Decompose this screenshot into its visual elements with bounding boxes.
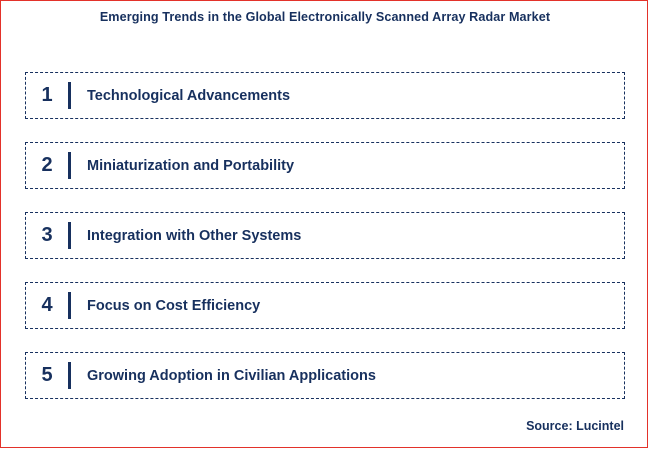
list-item xyxy=(25,352,625,399)
trend-label: Growing Adoption in Civilian Applications xyxy=(87,367,376,384)
list-item xyxy=(25,72,625,119)
trend-rank: 4 xyxy=(41,294,53,316)
trend-rank: 5 xyxy=(41,364,53,386)
list-item xyxy=(25,212,625,259)
trend-label: Integration with Other Systems xyxy=(87,227,302,244)
trend-label: Miniaturization and Portability xyxy=(87,157,295,174)
trend-rank: 2 xyxy=(41,154,53,176)
list-item xyxy=(25,282,625,329)
trend-rank: 1 xyxy=(41,84,53,106)
trend-rank: 3 xyxy=(41,224,53,246)
list-item xyxy=(25,142,625,189)
page-title: Emerging Trends in the Global Electronically Scanned Array Radar Market xyxy=(99,10,551,24)
source-attribution: Source: Lucintel xyxy=(526,419,624,433)
trend-label: Focus on Cost Efficiency xyxy=(87,297,261,314)
trends-list xyxy=(25,72,625,422)
trend-label: Technological Advancements xyxy=(87,87,291,104)
